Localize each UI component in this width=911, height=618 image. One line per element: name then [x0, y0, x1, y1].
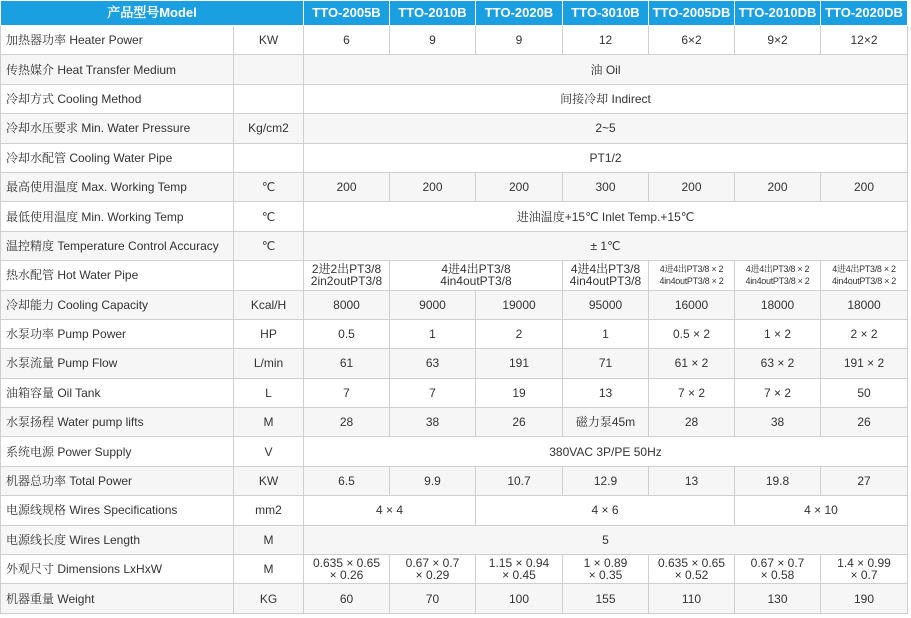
value-cell: 1 — [390, 319, 476, 348]
model-header: TTO-2005DB — [649, 1, 735, 26]
unit-cell: mm2 — [234, 496, 304, 525]
dim-line: × 0.26 — [329, 568, 364, 583]
row-label: 油箱容量 Oil Tank — [1, 378, 234, 407]
value-cell: 进油温度+15℃ Inlet Temp.+15℃ — [304, 202, 908, 231]
row-heater-power — [1, 26, 908, 55]
row-label: 冷却水压要求 Min. Water Pressure — [1, 114, 234, 143]
row-label: 热水配管 Hot Water Pipe — [1, 261, 234, 290]
dim-line: 1.15 × 0.94 — [488, 556, 550, 571]
dim-line: × 0.58 — [760, 568, 795, 583]
value-cell — [649, 555, 735, 584]
value-cell: 18000 — [735, 290, 821, 319]
row-label: 电源线长度 Wires Length — [1, 525, 234, 554]
row-wires-spec — [1, 496, 908, 525]
value-cell: 38 — [390, 408, 476, 437]
value-cell: 4 × 4 — [304, 496, 476, 525]
row-medium — [1, 55, 908, 84]
value-cell: 19.8 — [735, 466, 821, 495]
value-cell: 63 × 2 — [735, 349, 821, 378]
model-header: TTO-3010B — [563, 1, 649, 26]
row-label: 冷却方式 Cooling Method — [1, 84, 234, 113]
row-label: 冷却能力 Cooling Capacity — [1, 290, 234, 319]
value-cell: 1 × 2 — [735, 319, 821, 348]
row-weight — [1, 584, 908, 613]
dim-line: × 0.7 — [850, 568, 878, 583]
value-cell: 38 — [735, 408, 821, 437]
value-cell: 7 — [304, 378, 390, 407]
unit-cell: KG — [234, 584, 304, 613]
value-cell: ± 1℃ — [304, 231, 908, 260]
value-cell: 10.7 — [476, 466, 563, 495]
row-label: 最低使用温度 Min. Working Temp — [1, 202, 234, 231]
unit-cell: ℃ — [234, 231, 304, 260]
row-water-pressure — [1, 114, 908, 143]
value-cell: 12.9 — [563, 466, 649, 495]
unit-cell — [234, 143, 304, 172]
value-cell: 380VAC 3P/PE 50Hz — [304, 437, 908, 466]
unit-cell: M — [234, 408, 304, 437]
dim-line: × 0.52 — [674, 568, 709, 583]
row-label: 冷却水配管 Cooling Water Pipe — [1, 143, 234, 172]
value-cell: 1 — [563, 319, 649, 348]
row-oil-tank — [1, 378, 908, 407]
value-cell: 12 — [563, 26, 649, 55]
model-header: TTO-2005B — [304, 1, 390, 26]
model-header: TTO-2020DB — [821, 1, 908, 26]
unit-cell: L — [234, 378, 304, 407]
value-cell — [304, 261, 390, 290]
value-cell: 8000 — [304, 290, 390, 319]
pipe-line: 2in2outPT3/8 — [310, 274, 383, 289]
unit-cell: M — [234, 525, 304, 554]
value-cell: 26 — [821, 408, 908, 437]
row-label: 机器总功率 Total Power — [1, 466, 234, 495]
value-cell: 61 — [304, 349, 390, 378]
row-accuracy — [1, 231, 908, 260]
pipe-line: 4in4outPT3/8 × 2 — [831, 276, 896, 287]
value-cell: 4 × 10 — [735, 496, 908, 525]
value-cell: 6.5 — [304, 466, 390, 495]
value-cell: 磁力泵45m — [563, 408, 649, 437]
row-cooling-capacity — [1, 290, 908, 319]
row-wires-length — [1, 525, 908, 554]
row-label: 系统电源 Power Supply — [1, 437, 234, 466]
header-row — [1, 1, 908, 26]
unit-cell: Kcal/H — [234, 290, 304, 319]
value-cell: 6×2 — [649, 26, 735, 55]
dim-line: 0.635 × 0.65 — [312, 556, 381, 571]
row-pump-lift — [1, 408, 908, 437]
value-cell: 200 — [821, 172, 908, 201]
unit-cell: HP — [234, 319, 304, 348]
dim-line: 0.67 × 0.7 — [405, 556, 460, 571]
value-cell: 19 — [476, 378, 563, 407]
row-pump-flow — [1, 349, 908, 378]
unit-cell: ℃ — [234, 172, 304, 201]
row-label: 水泵扬程 Water pump lifts — [1, 408, 234, 437]
dim-line: × 0.29 — [415, 568, 450, 583]
row-max-temp — [1, 172, 908, 201]
value-cell — [563, 555, 649, 584]
value-cell: 19000 — [476, 290, 563, 319]
row-cooling-method — [1, 84, 908, 113]
pipe-line: 4进4出PT3/8 × 2 — [745, 264, 810, 275]
value-cell: 6 — [304, 26, 390, 55]
unit-cell: ℃ — [234, 202, 304, 231]
value-cell — [821, 555, 908, 584]
value-cell: 63 — [390, 349, 476, 378]
row-label: 传热媒介 Heat Transfer Medium — [1, 55, 234, 84]
value-cell: 2 — [476, 319, 563, 348]
unit-cell: M — [234, 555, 304, 584]
model-header: TTO-2010DB — [735, 1, 821, 26]
row-total-power — [1, 466, 908, 495]
dim-line: 1 × 0.89 — [583, 556, 628, 571]
row-hot-pipe — [1, 261, 908, 290]
pipe-line: 4进4出PT3/8 × 2 — [659, 264, 724, 275]
dim-line: × 0.45 — [502, 568, 536, 583]
value-cell — [735, 555, 821, 584]
value-cell — [735, 261, 821, 290]
value-cell — [563, 261, 649, 290]
dim-line: 0.67 × 0.7 — [750, 556, 805, 571]
value-cell: 61 × 2 — [649, 349, 735, 378]
value-cell: 200 — [476, 172, 563, 201]
value-cell: 7 — [390, 378, 476, 407]
value-cell: 155 — [563, 584, 649, 613]
unit-cell: V — [234, 437, 304, 466]
row-label: 水泵流量 Pump Flow — [1, 349, 234, 378]
value-cell: 200 — [735, 172, 821, 201]
model-header: TTO-2020B — [476, 1, 563, 26]
pipe-line: 4进4出PT3/8 — [441, 262, 511, 277]
value-cell: 9 — [390, 26, 476, 55]
value-cell: 油 Oil — [304, 55, 908, 84]
value-cell: 13 — [563, 378, 649, 407]
value-cell: 200 — [304, 172, 390, 201]
value-cell: 100 — [476, 584, 563, 613]
value-cell: 0.5 × 2 — [649, 319, 735, 348]
value-cell: 50 — [821, 378, 908, 407]
value-cell: 7 × 2 — [735, 378, 821, 407]
row-power-supply — [1, 437, 908, 466]
unit-cell: KW — [234, 466, 304, 495]
value-cell — [821, 261, 908, 290]
value-cell: 71 — [563, 349, 649, 378]
unit-cell — [234, 84, 304, 113]
value-cell: 5 — [304, 525, 908, 554]
row-label: 温控精度 Temperature Control Accuracy — [1, 231, 234, 260]
value-cell: 间接冷却 Indirect — [304, 84, 908, 113]
value-cell: 70 — [390, 584, 476, 613]
pipe-line: 4进4出PT3/8 — [570, 262, 641, 277]
row-pump-power — [1, 319, 908, 348]
row-dimensions — [1, 555, 908, 584]
value-cell: 200 — [649, 172, 735, 201]
dim-line: 1.4 × 0.99 — [837, 556, 891, 571]
header-title: 产品型号Model — [1, 1, 304, 26]
row-label: 加热器功率 Heater Power — [1, 26, 234, 55]
value-cell: 27 — [821, 466, 908, 495]
value-cell: 28 — [649, 408, 735, 437]
row-label: 水泵功率 Pump Power — [1, 319, 234, 348]
pipe-line: 2进2出PT3/8 — [311, 262, 382, 277]
value-cell: 191 — [476, 349, 563, 378]
unit-cell: KW — [234, 26, 304, 55]
row-label: 外观尺寸 Dimensions LxHxW — [1, 555, 234, 584]
value-cell: 28 — [304, 408, 390, 437]
row-label: 最高使用温度 Max. Working Temp — [1, 172, 234, 201]
unit-cell — [234, 55, 304, 84]
value-cell: 9 — [476, 26, 563, 55]
value-cell: PT1/2 — [304, 143, 908, 172]
value-cell — [390, 555, 476, 584]
unit-cell: L/min — [234, 349, 304, 378]
value-cell: 2 × 2 — [821, 319, 908, 348]
pipe-line: 4进4出PT3/8 × 2 — [832, 264, 896, 275]
model-header: TTO-2010B — [390, 1, 476, 26]
value-cell: 13 — [649, 466, 735, 495]
value-cell: 110 — [649, 584, 735, 613]
value-cell: 2~5 — [304, 114, 908, 143]
unit-cell — [234, 261, 304, 290]
row-label: 电源线规格 Wires Specifications — [1, 496, 234, 525]
value-cell — [476, 555, 563, 584]
row-min-temp — [1, 202, 908, 231]
pipe-line: 4in4outPT3/8 × 2 — [659, 276, 724, 287]
unit-cell: Kg/cm2 — [234, 114, 304, 143]
value-cell — [304, 555, 390, 584]
value-cell: 7 × 2 — [649, 378, 735, 407]
row-water-pipe — [1, 143, 908, 172]
value-cell: 18000 — [821, 290, 908, 319]
value-cell — [390, 261, 563, 290]
value-cell: 0.5 — [304, 319, 390, 348]
value-cell: 4 × 6 — [476, 496, 735, 525]
value-cell: 9×2 — [735, 26, 821, 55]
value-cell: 9000 — [390, 290, 476, 319]
value-cell — [649, 261, 735, 290]
value-cell: 95000 — [563, 290, 649, 319]
value-cell: 200 — [390, 172, 476, 201]
value-cell: 130 — [735, 584, 821, 613]
value-cell: 190 — [821, 584, 908, 613]
pipe-line: 4in4outPT3/8 — [440, 274, 512, 289]
value-cell: 300 — [563, 172, 649, 201]
pipe-line: 4in4outPT3/8 × 2 — [745, 276, 810, 287]
value-cell: 9.9 — [390, 466, 476, 495]
value-cell: 26 — [476, 408, 563, 437]
value-cell: 12×2 — [821, 26, 908, 55]
dim-line: 0.635 × 0.65 — [657, 556, 726, 571]
value-cell: 16000 — [649, 290, 735, 319]
value-cell: 191 × 2 — [821, 349, 908, 378]
row-label: 机器重量 Weight — [1, 584, 234, 613]
value-cell: 60 — [304, 584, 390, 613]
dim-line: × 0.35 — [588, 568, 623, 583]
pipe-line: 4in4outPT3/8 — [569, 274, 642, 289]
